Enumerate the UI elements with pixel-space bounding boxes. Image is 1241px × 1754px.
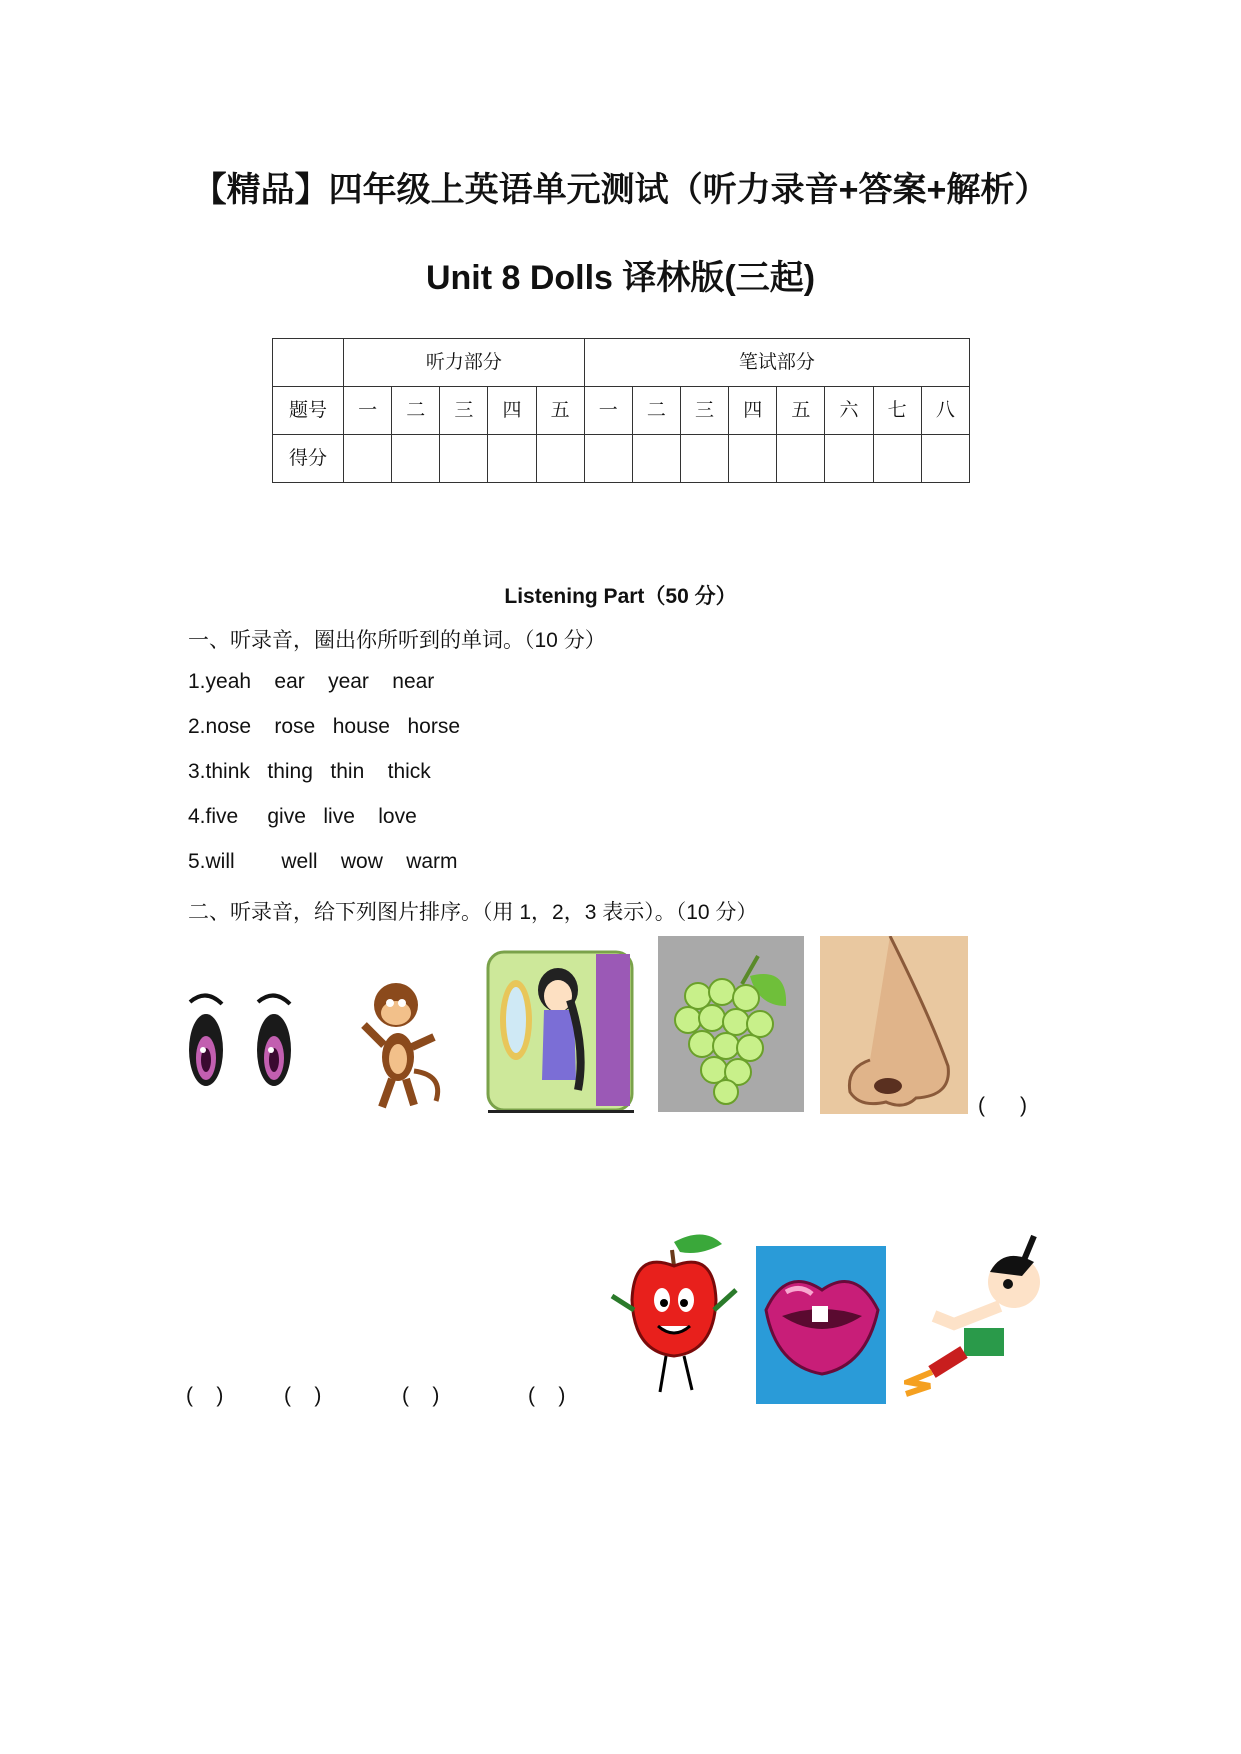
eyes-picture (186, 980, 301, 1115)
score-cell[interactable] (873, 435, 921, 483)
q1-item: 5.will well wow warm (188, 850, 458, 873)
answer-blank[interactable]: ( ) (186, 1384, 224, 1407)
score-cell[interactable] (825, 435, 873, 483)
answer-blank[interactable]: ( ) (284, 1384, 322, 1407)
score-cell[interactable] (584, 435, 632, 483)
score-table-corner (273, 339, 344, 387)
score-cell[interactable] (536, 435, 584, 483)
nose-picture (820, 936, 968, 1114)
col-header: 四 (729, 387, 777, 435)
document-subtitle: Unit 8 Dolls 译林版(三起) (425, 259, 816, 297)
writing-header: 笔试部分 (584, 339, 969, 387)
row-label-number: 题号 (273, 387, 344, 435)
score-cell[interactable] (392, 435, 440, 483)
document-title: 【精品】四年级上英语单元测试（听力录音+答案+解析） (192, 171, 1049, 209)
col-header: 七 (873, 387, 921, 435)
q1-heading: 一、听录音，圈出你所听到的单词。（10 分） (188, 629, 606, 652)
girl-hair-picture (486, 950, 634, 1115)
answer-blank[interactable]: ( ) (528, 1384, 566, 1407)
score-table (272, 338, 970, 483)
section-title: Listening Part（50 分） (504, 585, 737, 608)
q1-item: 3.think thing thin thick (188, 760, 431, 783)
col-header: 五 (777, 387, 825, 435)
answer-blank[interactable]: ( ) (978, 1094, 1027, 1117)
apple-picture (604, 1230, 750, 1400)
q1-item: 4.five give live love (188, 805, 417, 828)
listening-header: 听力部分 (344, 339, 585, 387)
col-header: 二 (632, 387, 680, 435)
col-header: 三 (680, 387, 728, 435)
score-cell[interactable] (680, 435, 728, 483)
score-cell[interactable] (440, 435, 488, 483)
score-cell[interactable] (921, 435, 969, 483)
col-header: 四 (488, 387, 536, 435)
col-header: 八 (921, 387, 969, 435)
q1-item: 2.nose rose house horse (188, 715, 460, 738)
robot-boy-picture (904, 1232, 1050, 1402)
col-header: 五 (536, 387, 584, 435)
grapes-picture (658, 936, 804, 1112)
score-cell[interactable] (729, 435, 777, 483)
score-cell[interactable] (777, 435, 825, 483)
q1-item: 1.yeah ear year near (188, 670, 435, 693)
score-cell[interactable] (632, 435, 680, 483)
row-label-score: 得分 (273, 435, 344, 483)
col-header: 一 (584, 387, 632, 435)
monkey-picture (352, 975, 448, 1115)
score-cell[interactable] (344, 435, 392, 483)
answer-blank[interactable]: ( ) (402, 1384, 440, 1407)
col-header: 三 (440, 387, 488, 435)
col-header: 一 (344, 387, 392, 435)
col-header: 二 (392, 387, 440, 435)
col-header: 六 (825, 387, 873, 435)
mouth-picture (756, 1246, 886, 1404)
score-cell[interactable] (488, 435, 536, 483)
q2-heading: 二、听录音，给下列图片排序。（用 1，2，3 表示）。（10 分） (188, 901, 758, 924)
